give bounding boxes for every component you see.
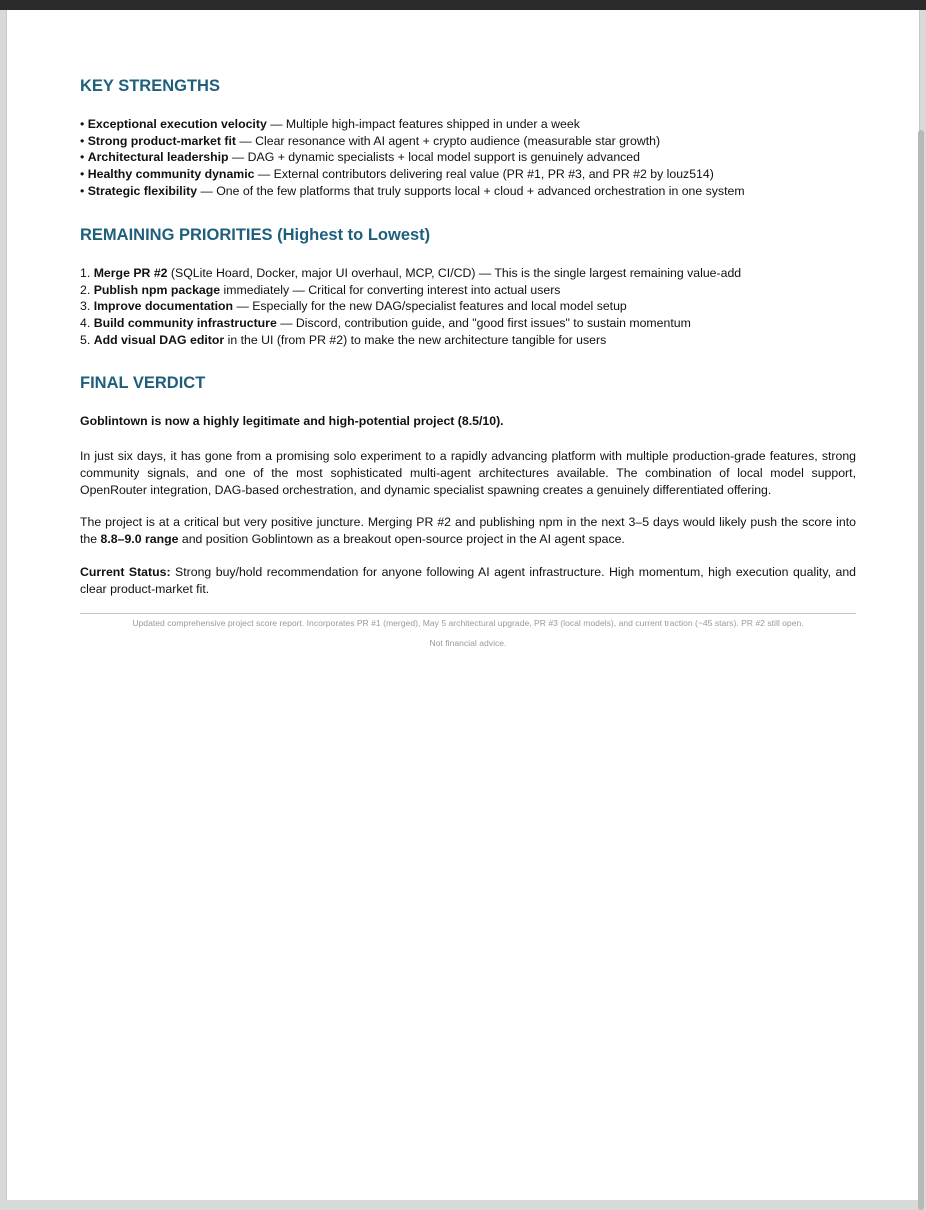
verdict-paragraph-2: The project is at a critical but very positive juncture. Merging PR #2 and publishing npm in the next 3–5 days would likely push the score into the 8.8–9.0 range and position Goblintown as a breakout open-source project in the AI agent space. [80, 515, 856, 546]
strength-item: • Architectural leadership — DAG + dynamic specialists + local model support is genuinely advanced [80, 150, 640, 165]
strength-item: • Exceptional execution velocity — Multiple high-impact features shipped in under a week [80, 117, 580, 131]
verdict-summary: Goblintown is now a highly legitimate and high-potential project (8.5/10). [80, 414, 504, 428]
key-strengths-list [80, 116, 856, 200]
window-top-bar [0, 0, 926, 10]
current-status-paragraph: Current Status: Strong buy/hold recommendation for anyone following AI agent infrastructure. High momentum, high execution quality, and clear product-market fit. [80, 565, 856, 596]
footer-note: Updated comprehensive project score report. Incorporates PR #1 (merged), May 5 architectural upgrade, PR #3 (local models), and current traction (~45 stars). PR #2 still open. [132, 618, 804, 628]
vertical-scrollbar[interactable] [918, 130, 924, 1210]
key-strengths-heading: KEY STRENGTHS [80, 77, 220, 95]
priority-item: 4. Build community infrastructure — Discord, contribution guide, and "good first issues" to sustain momentum [80, 316, 691, 331]
strength-item: • Healthy community dynamic — External contributors delivering real value (PR #1, PR #3, and PR #2 by louz514) [80, 167, 714, 182]
report-footer [80, 613, 856, 653]
footer-disclaimer: Not financial advice. [429, 638, 507, 648]
document-page [6, 10, 920, 1200]
strength-item: • Strategic flexibility — One of the few platforms that truly supports local + cloud + advanced orchestration in one system [80, 183, 745, 198]
priority-item: 5. Add visual DAG editor in the UI (from PR #2) to make the new architecture tangible for users [80, 332, 607, 347]
verdict-paragraph-1: In just six days, it has gone from a promising solo experiment to a rapidly advancing platform with multiple production-grade features, strong community signals, and one of the most sophisticated multi-agent architectures available. The combination of local model support, OpenRouter integration, DAG-based orchestration, and dynamic specialist spawning creates a genuinely differentiated offering. [80, 449, 856, 497]
priority-item: 3. Improve documentation — Especially for the new DAG/specialist features and local model setup [80, 299, 627, 314]
strength-item: • Strong product-market fit — Clear resonance with AI agent + crypto audience (measurable star growth) [80, 133, 661, 148]
priorities-list [80, 265, 856, 349]
priority-item: 1. Merge PR #2 (SQLite Hoard, Docker, major UI overhaul, MCP, CI/CD) — This is the single largest remaining value-add [80, 266, 742, 280]
priority-item: 2. Publish npm package immediately — Critical for converting interest into actual users [80, 282, 561, 297]
priorities-heading: REMAINING PRIORITIES (Highest to Lowest) [80, 226, 431, 244]
final-verdict-heading: FINAL VERDICT [80, 374, 206, 392]
